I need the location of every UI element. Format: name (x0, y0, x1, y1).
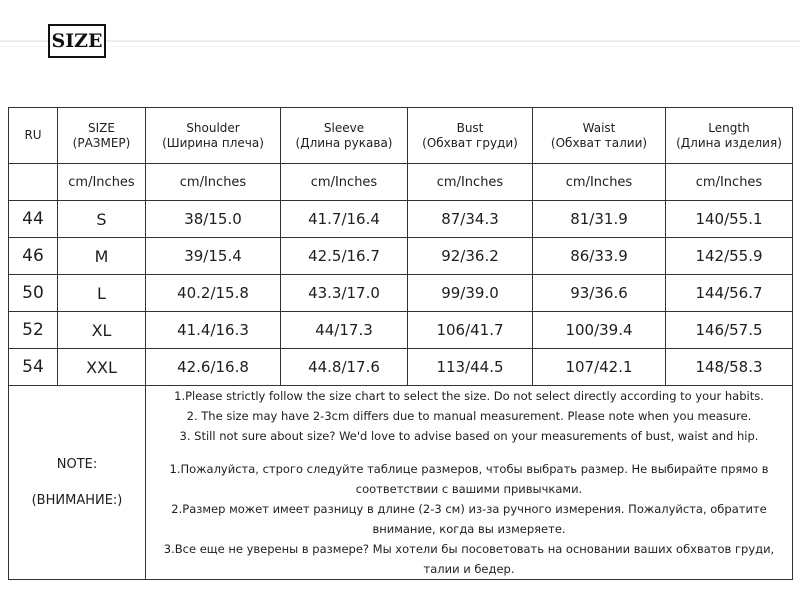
notes-spacer (146, 446, 792, 459)
column-header-label: SIZE (88, 120, 115, 135)
column-header-sublabel: (Длина рукава) (295, 135, 393, 150)
column-header-waist (533, 108, 666, 164)
length-cell: 142/55.9 (666, 238, 793, 275)
notes-cell (146, 386, 793, 580)
waist-cell: 86/33.9 (533, 238, 666, 275)
unit-cell: cm/Inches (533, 164, 666, 201)
unit-cell: cm/Inches (666, 164, 793, 201)
waist-cell: 100/39.4 (533, 312, 666, 349)
note-ru-item: 2.Размер может имеет разницу в длине (2-3 см) из-за ручного измерения. Пожалуйста, обратите внимание, когда вы измеряете. (171, 502, 767, 536)
column-header-label: Waist (582, 120, 616, 135)
sleeve-cell: 43.3/17.0 (281, 275, 408, 312)
note-ru-item: 3.Все еще не уверены в размере? Мы хотели бы посоветовать на основании ваших обхватов груди, талии и бедер. (163, 542, 775, 576)
bust-cell: 92/36.2 (408, 238, 533, 275)
size-badge: SIZE (48, 24, 106, 58)
shoulder-cell: 39/15.4 (146, 238, 281, 275)
column-header-sublabel: (Обхват груди) (422, 135, 518, 150)
unit-cell: cm/Inches (408, 164, 533, 201)
column-header-label: RU (24, 128, 42, 142)
column-header-size (58, 108, 146, 164)
column-header-sublabel: (РАЗМЕР) (72, 135, 131, 150)
size-cell: XXL (58, 349, 146, 386)
column-header-label: Length (708, 120, 750, 135)
table-row (9, 275, 793, 312)
length-cell: 140/55.1 (666, 201, 793, 238)
note-label: NOTE: (56, 456, 98, 472)
column-header-label: Sleeve (323, 120, 365, 135)
length-cell: 146/57.5 (666, 312, 793, 349)
unit-cell: cm/Inches (146, 164, 281, 201)
note-en-item: 2. The size may have 2-3cm differs due to manual measurement. Please note when you measure. (186, 409, 752, 423)
size-cell: L (58, 275, 146, 312)
sleeve-cell: 44/17.3 (281, 312, 408, 349)
waist-cell: 107/42.1 (533, 349, 666, 386)
bust-cell: 113/44.5 (408, 349, 533, 386)
notes-row (9, 386, 793, 580)
unit-cell: cm/Inches (58, 164, 146, 201)
table-row (9, 238, 793, 275)
header-row (9, 108, 793, 164)
note-en-item: 1.Please strictly follow the size chart to select the size. Do not select directly according to your habits. (174, 389, 764, 403)
note-label-cell (9, 386, 146, 580)
bust-cell: 99/39.0 (408, 275, 533, 312)
shoulder-cell: 42.6/16.8 (146, 349, 281, 386)
sleeve-cell: 42.5/16.7 (281, 238, 408, 275)
table-row (9, 349, 793, 386)
sleeve-cell: 41.7/16.4 (281, 201, 408, 238)
column-header-sleeve (281, 108, 408, 164)
unit-row (9, 164, 793, 201)
length-cell: 148/58.3 (666, 349, 793, 386)
length-cell: 144/56.7 (666, 275, 793, 312)
table-row (9, 201, 793, 238)
column-header-sublabel: (Длина изделия) (676, 135, 782, 150)
unit-cell-empty (9, 164, 58, 201)
note-label-ru: (ВНИМАНИЕ:) (31, 492, 123, 508)
column-header-sublabel: (Ширина плеча) (162, 135, 264, 150)
size-chart-table (8, 107, 793, 580)
header-divider (0, 40, 800, 42)
shoulder-cell: 38/15.0 (146, 201, 281, 238)
bust-cell: 87/34.3 (408, 201, 533, 238)
waist-cell: 93/36.6 (533, 275, 666, 312)
ru-size-cell: 52 (9, 312, 58, 349)
size-cell: M (58, 238, 146, 275)
column-header-length (666, 108, 793, 164)
column-header-label: Shoulder (186, 120, 240, 135)
column-header-sublabel: (Обхват талии) (550, 135, 648, 150)
unit-cell: cm/Inches (281, 164, 408, 201)
column-header-bust (408, 108, 533, 164)
column-header-ru (9, 108, 58, 164)
ru-size-cell: 54 (9, 349, 58, 386)
column-header-shoulder (146, 108, 281, 164)
sleeve-cell: 44.8/17.6 (281, 349, 408, 386)
shoulder-cell: 41.4/16.3 (146, 312, 281, 349)
note-en-item: 3. Still not sure about size? We'd love to advise based on your measurements of bust, waist and hip. (179, 429, 759, 443)
ru-size-cell: 44 (9, 201, 58, 238)
ru-size-cell: 50 (9, 275, 58, 312)
column-header-label: Bust (456, 120, 484, 135)
bust-cell: 106/41.7 (408, 312, 533, 349)
shoulder-cell: 40.2/15.8 (146, 275, 281, 312)
header-divider-shadow (0, 46, 800, 47)
size-cell: S (58, 201, 146, 238)
ru-size-cell: 46 (9, 238, 58, 275)
note-ru-item: 1.Пожалуйста, строго следуйте таблице размеров, чтобы выбрать размер. Не выбирайте прямо в соответствии с вашими привычками. (169, 462, 769, 496)
size-cell: XL (58, 312, 146, 349)
waist-cell: 81/31.9 (533, 201, 666, 238)
table-row (9, 312, 793, 349)
